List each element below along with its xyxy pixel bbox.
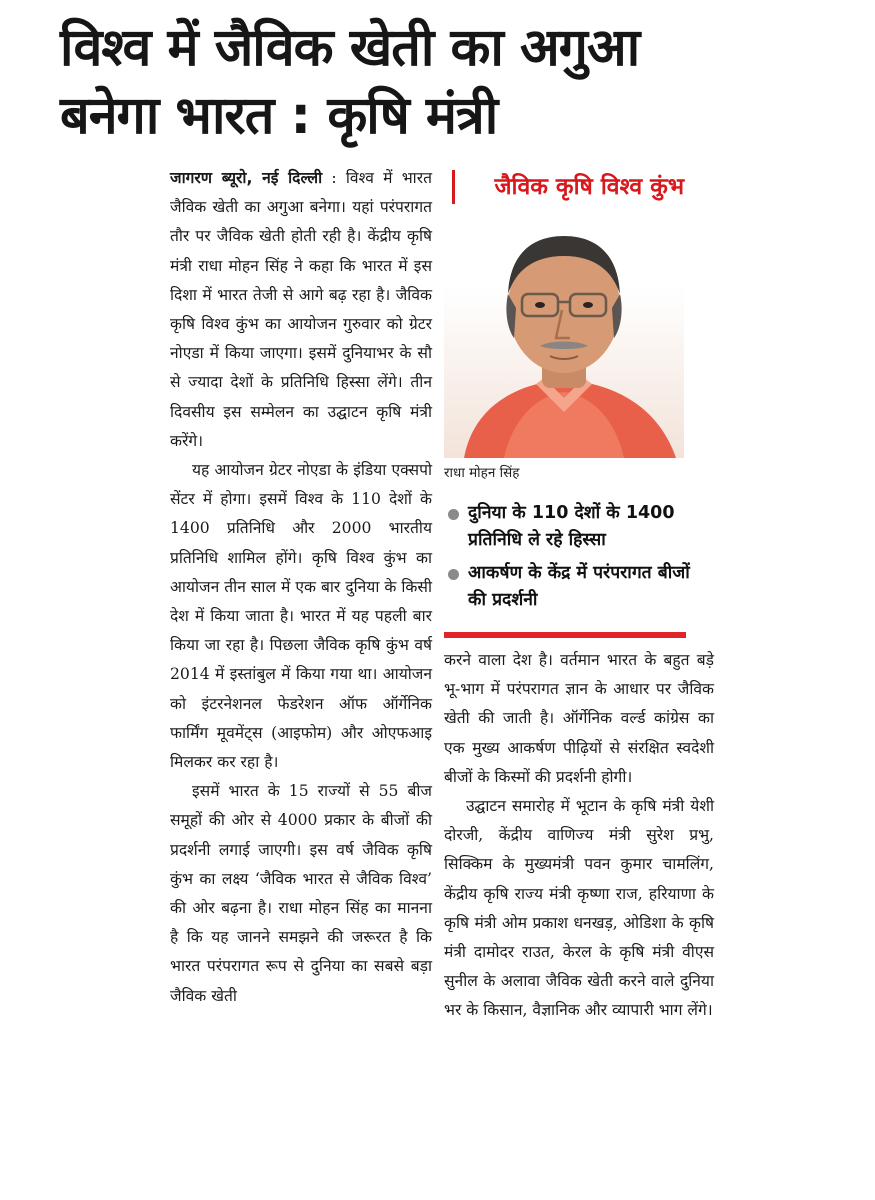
highlight-bullets: [444, 500, 694, 620]
lead-text: : विश्व में भारत जैविक खेती का अगुआ बनेगा। यहां परंपरागत तौर पर जैविक खेती होती रही है। केंद्रीय कृषि मंत्री राधा मोहन सिंह ने कहा कि भारत में इस दिशा में भारत तेजी से आगे बढ़ रहा है। जैविक कृषि विश्व कुंभ का आयोजन गुरुवार को ग्रेटर नोएडा में किया जाएगा। इसमें दुनियाभर के सौ से ज्यादा देशों के प्रतिनिधि हिस्सा लेंगे। तीन दिवसीय इस सम्मेलन का उद्घाटन कृषि मंत्री करेंगे।: [170, 169, 432, 450]
bullet-dot-icon: [448, 569, 459, 580]
sidebar-kicker: जैविक कृषि विश्व कुंभ: [494, 174, 684, 200]
article-paragraph-2: यह आयोजन ग्रेटर नोएडा के इंडिया एक्सपो सेंटर में होगा। इसमें विश्व के 110 देशों के 1400 प्रतिनिधि और 2000 भारतीय प्रतिनिधि शामिल होंगे। कृषि विश्व कुंभ का आयोजन तीन साल में एक बार दुनिया के किसी देश में किया जाता है। भारत में यह पहली बार किया जा रहा है। पिछला जैविक कृषि कुंभ वर्ष 2014 में इस्तांबुल में किया गया था। आयोजन को इंटरनेशनल फेडरेशन ऑफ ऑर्गेनिक फार्मिंग मूवमेंट्स (आइफोम) और ओएफआइ मिलकर कर रहा है।: [170, 461, 432, 772]
article-left-column: [170, 164, 432, 1011]
headline-line-2: बनेगा भारत : कृषि मंत्री: [60, 86, 498, 146]
highlight-bullet-item: [444, 500, 694, 554]
highlight-bullet-text: आकर्षण के केंद्र में परंपरागत बीजों की प्रदर्शनी: [468, 563, 690, 610]
headline: [60, 14, 840, 150]
highlight-bullet-text: दुनिया के 110 देशों के 1400 प्रतिनिधि ले रहे हिस्सा: [468, 503, 675, 550]
article-paragraph-4: करने वाला देश है। वर्तमान भारत के बहुत बड़े भू-भाग में परंपरागत ज्ञान के आधार पर जैविक खेती की जाती है। ऑर्गेनिक वर्ल्ड कांग्रेस का एक मुख्य आकर्षण पीढ़ियों से संरक्षित स्वदेशी बीजों के किस्मों की प्रदर्शनी होगी।: [444, 651, 714, 786]
article-right-column: [444, 646, 714, 1026]
article-paragraph-3: इसमें भारत के 15 राज्यों से 55 बीज समूहों की ओर से 4000 प्रकार के बीजों की प्रदर्शनी लगाई जाएगी। इस वर्ष जैविक कृषि कुंभ का लक्ष्य ‘जैविक भारत से जैविक विश्व’ की ओर बढ़ना है। राधा मोहन सिंह का मानना है कि यह जानने समझने की जरूरत है कि भारत परंपरागत रूप से दुनिया का सबसे बड़ा जैविक खेती: [170, 782, 432, 1005]
portrait-photo: [444, 212, 684, 458]
portrait-illustration: [444, 212, 684, 458]
headline-line-1: विश्व में जैविक खेती का अगुआ: [60, 18, 640, 78]
article-lead-paragraph: [170, 164, 432, 456]
photo-caption: राधा मोहन सिंह: [444, 465, 520, 481]
byline: जागरण ब्यूरो, नई दिल्ली: [170, 169, 323, 187]
section-divider: [444, 632, 686, 638]
bullet-dot-icon: [448, 509, 459, 520]
kicker-rule: [452, 170, 455, 204]
highlight-bullet-item: [444, 560, 694, 614]
article-paragraph-5: उद्घाटन समारोह में भूटान के कृषि मंत्री येशी दोरजी, केंद्रीय वाणिज्य मंत्री सुरेश प्रभु, सिक्किम के मुख्यमंत्री पवन कुमार चामलिंग, केंद्रीय कृषि राज्य मंत्री कृष्णा राज, हरियाणा के कृषि मंत्री ओम प्रकाश धनखड़, ओडिशा के कृषि मंत्री दामोदर राउत, केरल के कृषि मंत्री वीएस सुनील के अलावा जैविक खेती करने वाले दुनिया भर के किसान, वैज्ञानिक और व्यापारी भाग लेंगे।: [444, 797, 714, 1020]
